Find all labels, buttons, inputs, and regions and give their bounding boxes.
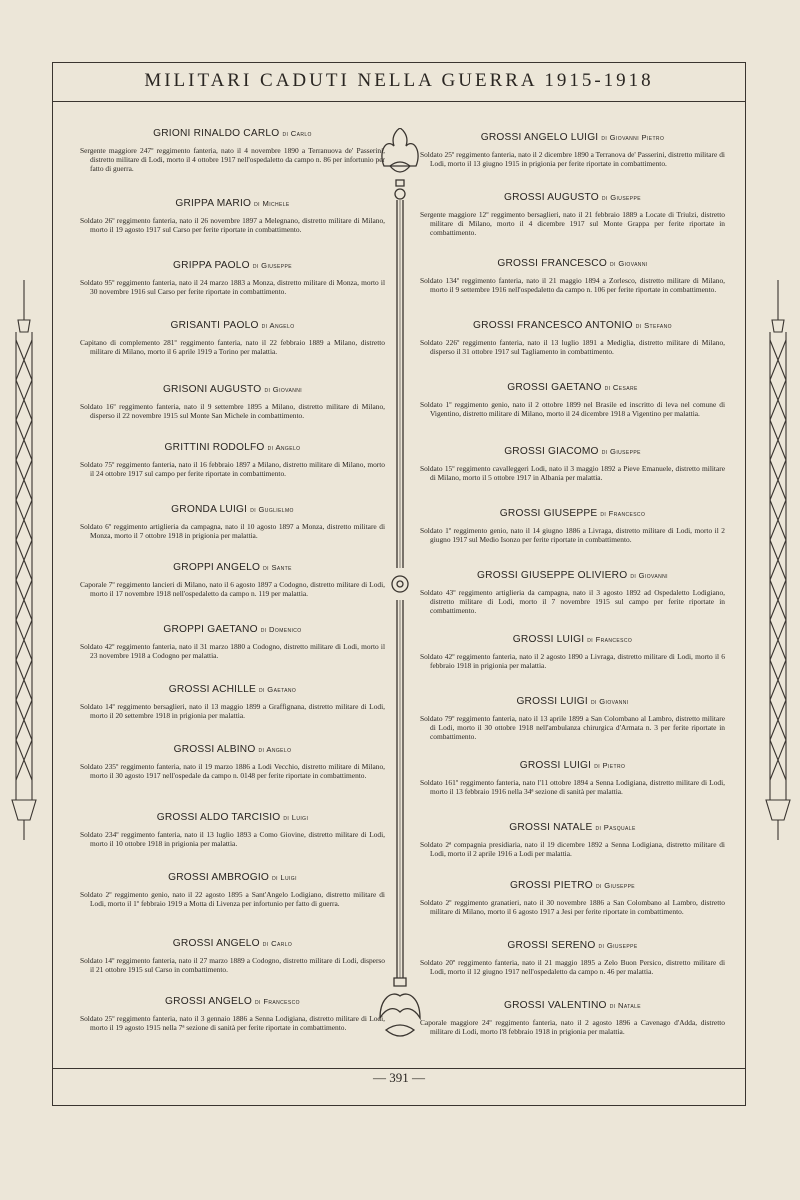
entry-text: Soldato 1º reggimento genio, nato il 14 giugno 1886 a Livraga, distretto militare di Lodi, morto il 2 giugno 1917 sul Medio Isonzo per ferite riportate in combattimento. [420,526,725,544]
list-item [420,880,725,916]
soldier-name: GRIPPA PAOLO [173,260,250,271]
patronymic: di Angelo [267,443,301,452]
entry-name [80,996,385,1007]
soldier-name: GROPPI GAETANO [163,624,258,635]
list-item [420,1000,725,1036]
patronymic: di Giuseppe [252,261,292,270]
patronymic: di Domenico [260,625,302,634]
patronymic: di Giovanni [264,385,303,394]
entry-text: Caporale maggiore 24º reggimento fanteria, nato il 2 agosto 1896 a Cavenago d'Adda, distretto militare di Lodi, morto l'8 febbraio 1918 in prigionia per malattia. [420,1018,725,1036]
entry-name [420,634,725,645]
list-item [80,128,385,173]
soldier-name: GROSSI ALDO TARCISIO [156,812,281,823]
entry-name [80,504,385,515]
entry-text: Soldato 79º reggimento fanteria, nato il 13 aprile 1899 a San Colombano al Lambro, distretto militare di Lodi, morto il 30 ottobre 1918 nell'ambulanza chirurgica d'Armata n. 3 per ferite riportate in combattimento. [420,714,725,741]
patronymic: di Carlo [282,129,312,138]
entry-text: Soldato 1º reggimento genio, nato il 2 ottobre 1899 nel Brasile ed inscritto di leva nel comune di Vigentino, distretto militare di Milano, morto il 24 dicembre 1918 a Vigentino per malattia. [420,400,725,418]
soldier-name: GROSSI GAETANO [507,382,602,393]
list-item [420,760,725,796]
entry-text: Soldato 235º reggimento fanteria, nato il 19 marzo 1886 a Lodi Vecchio, distretto militare di Milano, morto il 30 agosto 1917 nell'ospedale da campo n. 0148 per ferite riportate in combattimento. [80,762,385,780]
right-lattice-column-icon [760,280,796,840]
entry-text: Soldato 75º reggimento fanteria, nato il 16 febbraio 1897 a Milano, distretto militare di Milano, morto il 24 ottobre 1917 sul campo per ferite riportate in combattimento. [80,460,385,478]
list-item [420,634,725,670]
entry-name [80,938,385,949]
list-item [80,872,385,908]
list-item [80,684,385,720]
soldier-name: GRIPPA MARIO [175,198,252,209]
entry-text: Soldato 161º reggimento fanteria, nato l'11 ottobre 1894 a Senna Lodigiana, distretto militare di Lodi, morto il 13 febbraio 1916 nella 34ª sezione di sanità per malattia. [420,778,725,796]
list-item [80,384,385,420]
entry-name [420,192,725,203]
soldier-name: GROSSI NATALE [509,822,593,833]
soldier-name: GROSSI GIUSEPPE OLIVIERO [477,570,628,581]
soldier-name: GROSSI PIETRO [509,880,593,891]
list-item [80,320,385,356]
entry-name [80,260,385,271]
list-item [80,812,385,848]
entry-name [420,446,725,457]
list-item [420,940,725,976]
soldier-name: GRITTINI RODOLFO [164,442,265,453]
patronymic: di Giuseppe [595,881,636,890]
entry-name [80,812,385,823]
soldier-name: GRIONI RINALDO CARLO [153,128,280,139]
entry-name [420,760,725,771]
soldier-name: GRISANTI PAOLO [170,320,259,331]
header-rule [52,101,746,102]
list-item [80,624,385,660]
entry-text: Soldato 2º reggimento granatieri, nato il 30 novembre 1886 a San Colombano al Lambro, distretto militare di Milano, morto il 6 agosto 1917 a Jesi per ferite riportate in combattimento. [420,898,725,916]
page-number: — 391 — [373,1070,425,1085]
entry-text: Soldato 20º reggimento fanteria, nato il 21 maggio 1895 a Zelo Buon Persico, distretto militare di Lodi, morto il 12 giugno 1917 nell'ospedaletto da campo n. 46 per malattia. [420,958,725,976]
list-item [420,258,725,294]
list-item [80,744,385,780]
list-item [80,996,385,1032]
entry-name [420,570,725,581]
page-title: MILITARI CADUTI NELLA GUERRA 1915-1918 [144,70,654,91]
patronymic: di Luigi [283,813,309,822]
entry-name [80,198,385,209]
patronymic: di Stefano [635,321,672,330]
soldier-name: GROSSI FRANCESCO [497,258,607,269]
entry-text: Soldato 6º reggimento artiglieria da campagna, nato il 10 agosto 1897 a Monza, distretto militare di Monza, morto il 7 ottobre 1918 in prigionia per malattia. [80,522,385,540]
entry-name [80,128,385,139]
entry-text: Soldato 134º reggimento fanteria, nato il 21 maggio 1894 a Zorlesco, distretto militare di Milano, morto il 9 settembre 1916 nell'ospedaletto da campo n. 106 per ferite riportate in combattimento. [420,276,725,294]
list-item [80,938,385,974]
entry-name [80,624,385,635]
entry-name [420,880,725,891]
patronymic: di Giovanni Pietro [601,133,665,142]
list-item [80,504,385,540]
entry-text: Soldato 16º reggimento fanteria, nato il 9 settembre 1895 a Milano, distretto militare di Milano, disperso il 22 novembre 1915 sul Monte San Michele in combattimento. [80,402,385,420]
soldier-name: GROSSI AMBROGIO [168,872,270,883]
soldier-name: GROSSI ANGELO [165,996,253,1007]
list-item [80,198,385,234]
entry-name [420,320,725,331]
entry-text: Sergente maggiore 12º reggimento bersaglieri, nato il 21 febbraio 1889 a Locate di Triulzi, distretto militare di Milano, morto il 4 dicembre 1917 sul Monte Grappa per ferite riportate in combattimento. [420,210,725,237]
entry-text: Soldato 2º reggimento genio, nato il 22 agosto 1895 a Sant'Angelo Lodigiano, distretto militare di Lodi, morto il 1º febbraio 1919 a Motta di Livenza per infortunio per fatto di guerra. [80,890,385,908]
list-item [80,562,385,598]
patronymic: di Natale [609,1001,641,1010]
entry-name [420,508,725,519]
soldier-name: GROPPI ANGELO [173,562,261,573]
entry-name [80,562,385,573]
soldier-name: GROSSI AUGUSTO [503,192,599,203]
entry-text: Soldato 234º reggimento fanteria, nato il 13 luglio 1893 a Como Giovine, distretto militare di Lodi, morto il 10 ottobre 1918 in prigionia per malattia. [80,830,385,848]
soldier-name: GROSSI LUIGI [512,634,585,645]
patronymic: di Francesco [587,635,633,644]
patronymic: di Giovanni [590,697,629,706]
left-lattice-column-icon [6,280,42,840]
patronymic: di Pietro [594,761,626,770]
list-item [420,570,725,615]
list-item [420,192,725,237]
soldier-name: GROSSI LUIGI [516,696,588,707]
list-item [420,446,725,482]
soldier-name: GRONDA LUIGI [171,504,248,515]
patronymic: di Angelo [261,321,295,330]
soldier-name: GROSSI ANGELO LUIGI [480,132,599,143]
patronymic: di Giovanni [610,259,648,268]
patronymic: di Angelo [258,745,292,754]
list-item [420,320,725,356]
soldier-name: GROSSI GIACOMO [504,446,599,457]
entry-name [80,684,385,695]
patronymic: di Guglielmo [250,505,294,514]
entry-name [420,940,725,951]
entry-text: Soldato 25º reggimento fanteria, nato il 2 dicembre 1890 a Terranova de' Passerini, distretto militare di Lodi, morto il 13 giugno 1915 in prigionia per ferite riportate in combattimento. [420,150,725,168]
patronymic: di Giovanni [630,571,668,580]
soldier-name: GROSSI SERENO [507,940,596,951]
entry-text: Soldato 42º reggimento fanteria, nato il 2 agosto 1890 a Livraga, distretto militare di Lodi, morto il 6 febbraio 1918 in prigionia per malattia. [420,652,725,670]
entry-name [80,744,385,755]
entry-name [80,384,385,395]
entry-text: Soldato 15º reggimento cavalleggeri Lodi, nato il 3 maggio 1892 a Pieve Emanuele, distretto militare di Milano, morto il 5 ottobre 1917 in Albania per malattia. [420,464,725,482]
patronymic: di Francesco [255,997,300,1006]
soldier-name: GROSSI LUIGI [519,760,592,771]
list-item [420,382,725,418]
entry-text: Soldato 14º reggimento bersaglieri, nato il 13 maggio 1899 a Graffignana, distretto militare di Lodi, morto il 20 settembre 1918 in prigionia per malattia. [80,702,385,720]
patronymic: di Francesco [600,509,646,518]
patronymic: di Pasquale [595,823,636,832]
entry-name [80,320,385,331]
entry-text: Capitano di complemento 281º reggimento fanteria, nato il 22 febbraio 1889 a Milano, distretto militare di Milano, morto il 6 aprile 1919 a Torino per malattia. [80,338,385,356]
soldier-name: GROSSI ALBINO [173,744,256,755]
patronymic: di Cesare [604,383,638,392]
entry-name [420,822,725,833]
entry-name [80,872,385,883]
patronymic: di Michele [254,199,290,208]
entry-text: Soldato 26º reggimento fanteria, nato il 26 novembre 1897 a Melegnano, distretto militare di Milano, morto il 19 agosto 1917 sul Carso per ferite riportate in combattimento. [80,216,385,234]
entry-name [420,382,725,393]
patronymic: di Giuseppe [598,941,638,950]
list-item [420,132,725,168]
soldier-name: GROSSI GIUSEPPE [499,508,598,519]
entry-text: Soldato 43º reggimento artiglieria da campagna, nato il 3 agosto 1892 ad Ospedaletto Lodigiano, distretto militare di Lodi, morto il 7 novembre 1915 sul campo per ferite riportate in combattimento. [420,588,725,615]
entry-text: Soldato 42º reggimento fanteria, nato il 31 marzo 1880 a Codogno, distretto militare di Lodi, morto il 23 novembre 1918 a Codogno per malattia. [80,642,385,660]
patronymic: di Giuseppe [601,447,641,456]
entry-text: Caporale 7º reggimento lancieri di Milano, nato il 6 agosto 1897 a Codogno, distretto militare di Lodi, morto il 17 novembre 1918 nell'ospedaletto da campo n. 119 per malattia. [80,580,385,598]
patronymic: di Carlo [262,939,293,948]
patronymic: di Sante [263,563,292,572]
entry-text: Sergente maggiore 247º reggimento fanteria, nato il 4 novembre 1890 a Terranuova de' Passerini, distretto militare di Lodi, morto il 4 ottobre 1917 nell'ospedaletto da campo n. 86 per infortunio per fatto di guerra. [80,146,385,173]
entry-name [420,258,725,269]
soldier-name: GROSSI ANGELO [172,938,260,949]
entry-name [420,132,725,143]
entry-text: Soldato 226º reggimento fanteria, nato il 13 luglio 1891 a Mediglia, distretto militare di Milano, disperso il 31 ottobre 1917 sul Tagliamento in combattimento. [420,338,725,356]
entry-name [420,696,725,707]
list-item [420,822,725,858]
entry-text: Soldato 14º reggimento fanteria, nato il 27 marzo 1889 a Codogno, distretto militare di Lodi, disperso il 21 ottobre 1915 sul Carso in combattimento. [80,956,385,974]
footer-rule [52,1068,746,1069]
list-item [420,508,725,544]
list-item [420,696,725,741]
patronymic: di Gaetano [258,685,297,694]
entry-text: Soldato 2ª compagnia presidiaria, nato il 19 dicembre 1892 a Senna Lodigiana, distretto militare di Lodi, morto il 2 aprile 1916 a Lodi per malattia. [420,840,725,858]
list-item [80,260,385,296]
soldier-name: GRISONI AUGUSTO [162,384,262,395]
list-item [80,442,385,478]
soldier-name: GROSSI ACHILLE [168,684,256,695]
soldier-name: GROSSI FRANCESCO ANTONIO [473,320,633,331]
soldier-name: GROSSI VALENTINO [504,1000,607,1011]
patronymic: di Luigi [272,873,297,882]
entry-text: Soldato 95º reggimento fanteria, nato il 24 marzo 1883 a Monza, distretto militare di Monza, morto il 30 novembre 1916 sul Carso per ferite riportate in combattimento. [80,278,385,296]
patronymic: di Giuseppe [601,193,641,202]
entry-name [420,1000,725,1011]
entry-name [80,442,385,453]
entry-text: Soldato 25º reggimento fanteria, nato il 3 gennaio 1886 a Senna Lodigiana, distretto militare di Lodi, morto il 19 agosto 1915 nella 7ª sezione di sanità per ferite riportate in combattimento. [80,1014,385,1032]
